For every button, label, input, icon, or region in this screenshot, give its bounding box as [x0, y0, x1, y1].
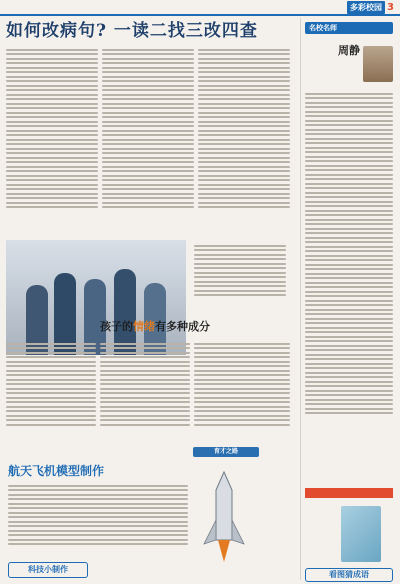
- book-thumbnail: [341, 506, 381, 562]
- article-column-3: [198, 46, 290, 236]
- emotion-headline-before: 孩子的: [100, 320, 133, 333]
- masthead: [0, 0, 400, 16]
- article-column-1: [6, 46, 98, 236]
- see-reading-tag: 看图猜成语: [305, 568, 393, 582]
- emotion-headline-highlight: 情绪: [133, 320, 155, 333]
- tech-play-tag: 科技小制作: [8, 562, 88, 578]
- emotion-article-col-2: [100, 340, 190, 444]
- emotion-headline: [65, 318, 245, 334]
- emotion-headline-after: 有多种成分: [155, 320, 210, 333]
- rocket-article: [8, 482, 188, 558]
- article-column-2: [102, 46, 194, 236]
- photo-caption-block: [190, 240, 290, 355]
- emotion-article-col-1: [6, 340, 96, 444]
- main-headline: 如何改病句? 一读二找三改四查: [6, 21, 258, 41]
- teacher-name: 周静: [338, 44, 360, 57]
- teacher-portrait: [363, 46, 393, 82]
- classroom-photo: [6, 240, 186, 355]
- side-bar-accent: [305, 488, 393, 498]
- section-badge-text: 多彩校园: [347, 1, 385, 14]
- right-column: [300, 18, 396, 580]
- emotion-article-col-3: [194, 340, 290, 444]
- rocket-headline: 航天飞机模型制作: [8, 464, 105, 478]
- section-badge: [347, 1, 394, 14]
- famous-teacher-header: 名校名师: [305, 22, 393, 34]
- section-tag: 育才之路: [193, 447, 259, 457]
- page-number: 3: [387, 1, 394, 13]
- teacher-bio: [305, 90, 393, 482]
- rocket-illustration: [198, 470, 250, 566]
